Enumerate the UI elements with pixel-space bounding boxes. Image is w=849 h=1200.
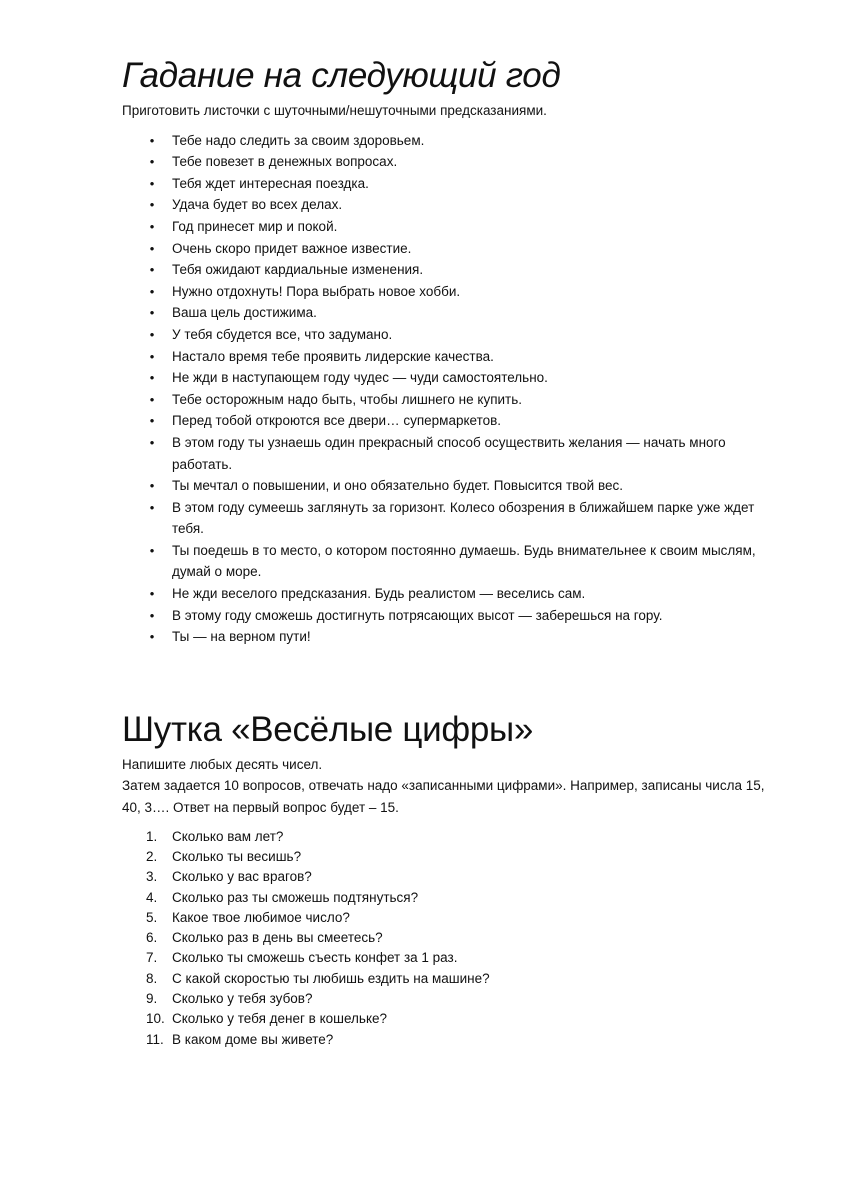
list-item-text: Тебе надо следить за своим здоровьем. (172, 132, 425, 148)
list-item (122, 173, 782, 195)
list-item (122, 948, 782, 968)
list-item-number: 9. (146, 991, 158, 1006)
list-item (122, 1030, 782, 1050)
list-item-text: Ваша цель достижима. (172, 305, 317, 321)
list-item (122, 216, 782, 238)
list-item-text: Сколько раз в день вы смеетесь? (172, 930, 383, 946)
bullet-icon: • (149, 240, 155, 256)
list-item (122, 410, 782, 432)
list-item-text: Сколько у тебя денег в кошельке? (172, 1011, 388, 1027)
list-item-text: В этом году сумеешь заглянуть за горизонт. Колесо обозрения в ближайшем парке уже ждет тебя. (172, 499, 755, 537)
bullet-icon: • (149, 478, 155, 494)
bullet-icon: • (149, 391, 155, 407)
list-item-text: В каком доме вы живете? (172, 1031, 334, 1047)
list-item-number: 8. (146, 970, 158, 986)
list-item-text: Тебе осторожным надо быть, чтобы лишнего не купить. (172, 391, 523, 407)
section1-title: Гадание на следующий год (122, 56, 561, 95)
list-item (122, 847, 782, 867)
list-item-text: Нужно отдохнуть! Пора выбрать новое хобби. (172, 283, 461, 299)
bullet-icon: • (149, 154, 155, 170)
list-item (122, 367, 782, 389)
list-item (122, 475, 782, 497)
list-item-text: Какое твое любимое число? (172, 909, 350, 925)
list-item-number: 7. (146, 950, 158, 966)
list-item-text: Сколько ты весишь? (172, 848, 302, 864)
list-item-text: Тебя ожидают кардиальные изменения. (172, 262, 424, 278)
bullet-icon: • (149, 586, 155, 602)
list-item (122, 888, 782, 908)
bullet-icon: • (149, 542, 155, 558)
list-item-text: Сколько у тебя зубов? (172, 991, 313, 1006)
list-item-text: Не жди веселого предсказания. Будь реалистом — веселись сам. (172, 586, 586, 602)
bullet-icon: • (149, 218, 155, 234)
bullet-icon: • (149, 607, 155, 623)
list-item (122, 583, 782, 605)
list-item (122, 238, 782, 260)
list-item-text: Сколько ты сможешь съесть конфет за 1 раз. (172, 950, 458, 966)
list-item (122, 259, 782, 281)
list-item-number: 3. (146, 869, 158, 885)
list-item (122, 827, 782, 847)
list-item-text: Не жди в наступающем году чудес — чуди самостоятельно. (172, 370, 548, 386)
bullet-icon: • (149, 413, 155, 429)
list-item-number: 6. (146, 930, 158, 946)
list-item (122, 908, 782, 928)
list-item (122, 626, 782, 648)
document-content (122, 52, 782, 1050)
section2 (122, 706, 782, 1050)
list-item-text: Настало время тебе проявить лидерские качества. (172, 348, 494, 364)
list-item-text: Перед тобой откроются все двери… супермаркетов. (172, 413, 502, 429)
list-item-text: В этом году ты узнаешь один прекрасный способ осуществить желания — начать много работать. (172, 434, 726, 472)
list-item-text: В этому году сможешь достигнуть потрясающих высот — заберешься на гору. (172, 607, 663, 623)
list-item-text: С какой скоростью ты любишь ездить на машине? (172, 970, 490, 986)
bullet-icon: • (149, 370, 155, 386)
predictions-list (122, 130, 782, 648)
list-item-text: Ты поедешь в то место, о котором постоянно думаешь. Будь внимательнее к своим мыслям, думай о море. (172, 542, 756, 580)
bullet-icon: • (149, 262, 155, 278)
list-item (122, 605, 782, 627)
bullet-icon: • (149, 305, 155, 321)
bullet-icon: • (149, 132, 155, 148)
list-item-text: Тебя ждет интересная поездка. (172, 175, 369, 191)
questions-list (122, 827, 782, 1050)
list-item (122, 324, 782, 346)
bullet-icon: • (149, 629, 155, 645)
section2-title: Шутка «Весёлые цифры» (122, 709, 534, 749)
list-item-text: Год принесет мир и покой. (172, 218, 338, 234)
list-item-text: Очень скоро придет важное известие. (172, 240, 412, 256)
list-item-number: 11. (146, 1031, 164, 1047)
list-item (122, 497, 782, 540)
list-item-number: 1. (146, 828, 158, 844)
list-item (122, 389, 782, 411)
list-item-text: Удача будет во всех делах. (172, 197, 343, 213)
list-item-number: 10. (146, 1011, 165, 1027)
list-item (122, 194, 782, 216)
list-item (122, 969, 782, 989)
list-item (122, 540, 782, 583)
bullet-icon: • (149, 434, 155, 450)
list-item (122, 928, 782, 948)
list-item (122, 302, 782, 324)
bullet-icon: • (149, 175, 155, 191)
list-item (122, 151, 782, 173)
bullet-icon: • (149, 283, 155, 299)
list-item (122, 432, 782, 475)
bullet-icon: • (149, 197, 155, 213)
section2-intro-line1: Напишите любых десять чисел. (122, 756, 323, 772)
list-item-text: Сколько вам лет? (172, 828, 284, 844)
list-item-text: Тебе повезет в денежных вопросах. (172, 154, 398, 170)
list-item (122, 989, 782, 1009)
list-item-text: У тебя сбудется все, что задумано. (172, 326, 393, 342)
section2-intro-line2: Затем задается 10 вопросов, отвечать надо «записанными цифрами». Например, записаны числа 15, 40, 3…. Ответ на первый вопрос будет – 15. (122, 778, 765, 816)
list-item (122, 130, 782, 152)
bullet-icon: • (149, 499, 155, 515)
list-item (122, 346, 782, 368)
list-item-number: 5. (146, 909, 158, 925)
list-item-number: 4. (146, 889, 158, 905)
list-item (122, 867, 782, 887)
list-item (122, 281, 782, 303)
list-item (122, 1009, 782, 1029)
list-item-number: 2. (146, 848, 158, 864)
list-item-text: Ты мечтал о повышении, и оно обязательно будет. Повысится твой вес. (172, 478, 623, 494)
bullet-icon: • (149, 348, 155, 364)
section1-intro: Приготовить листочки с шуточными/нешуточными предсказаниями. (122, 103, 547, 118)
list-item-text: Сколько раз ты сможешь подтянуться? (172, 889, 419, 905)
list-item-text: Сколько у вас врагов? (172, 869, 312, 885)
list-item-text: Ты — на верном пути! (172, 629, 311, 645)
bullet-icon: • (149, 326, 155, 342)
